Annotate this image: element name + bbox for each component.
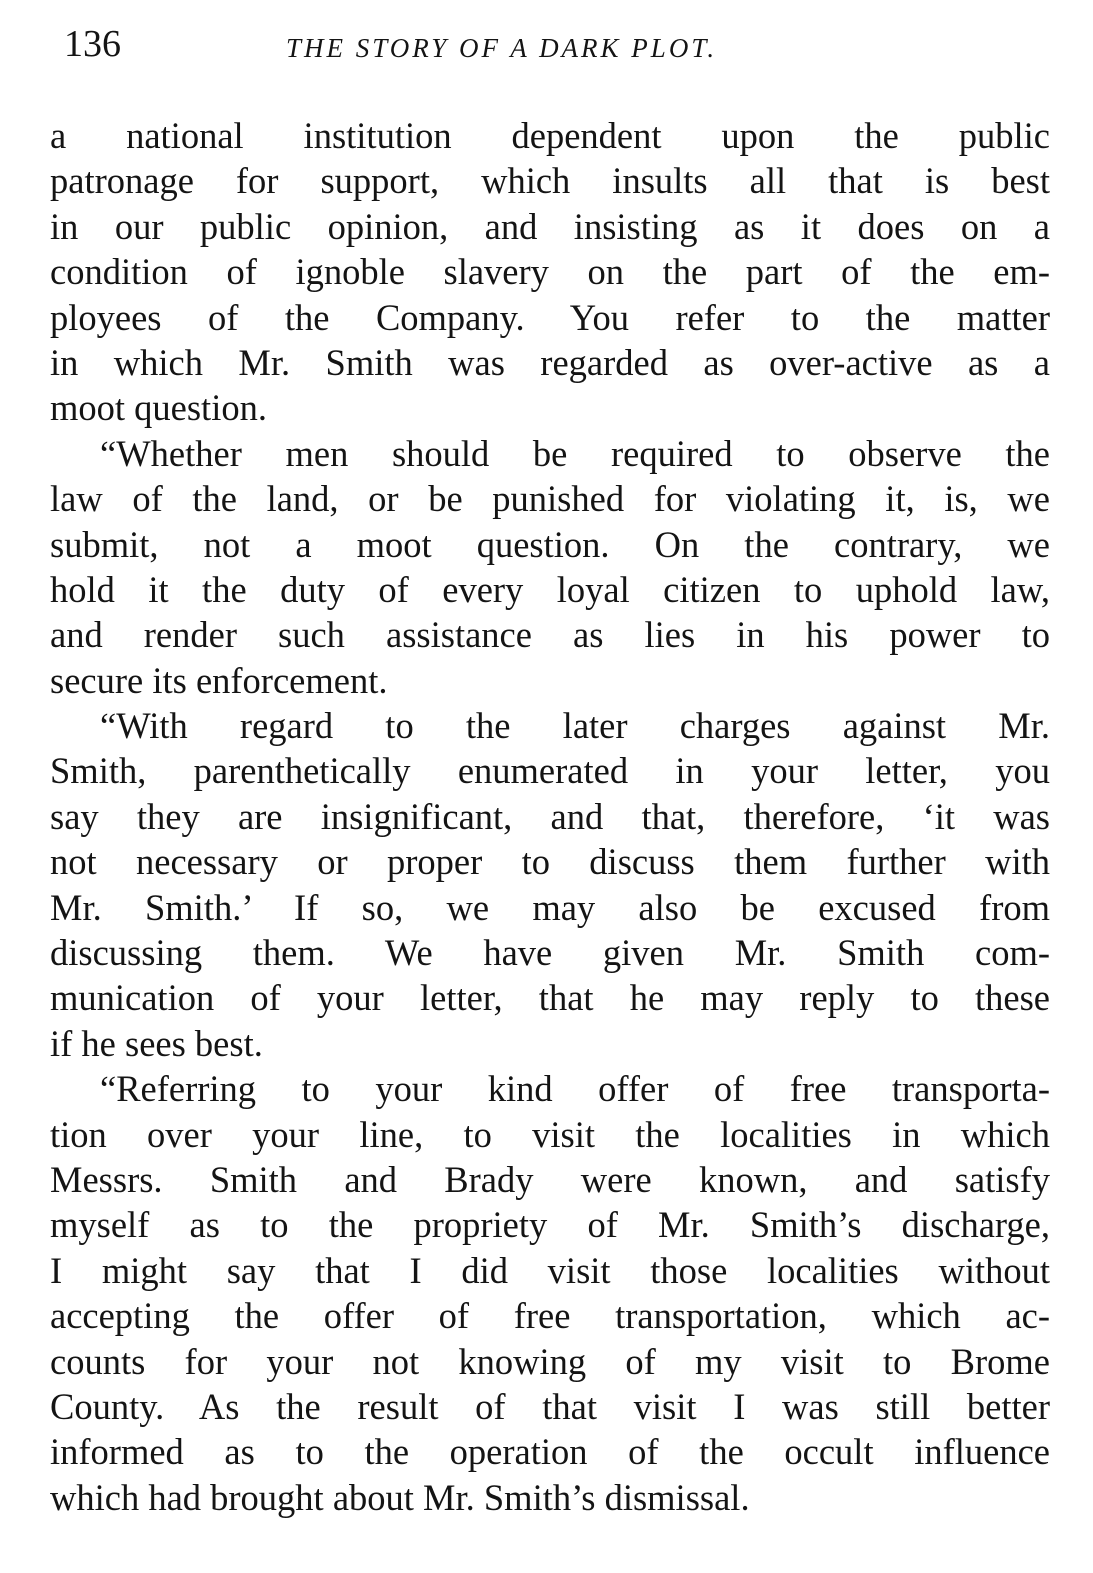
text-line: Messrs. Smith and Brady were known, and satisfy: [50, 1158, 1050, 1200]
text-line: say they are insignificant, and that, therefore, ‘it was: [50, 795, 1050, 837]
text-line: moot question.: [50, 387, 267, 429]
text-line: in which Mr. Smith was regarded as over-active as a: [50, 341, 1050, 383]
text-line: ployees of the Company. You refer to the matter: [50, 296, 1050, 338]
text-line: accepting the offer of free transportation, which ac-: [50, 1295, 1050, 1337]
text-line: informed as to the operation of the occult influence: [50, 1431, 1050, 1473]
text-line: if he sees best.: [50, 1022, 263, 1064]
text-line: in our public opinion, and insisting as it does on a: [50, 205, 1050, 247]
text-line: condition of ignoble slavery on the part of the em-: [50, 251, 1050, 293]
text-line: “Whether men should be required to observe the: [100, 432, 1050, 474]
text-line: County. As the result of that visit I was still better: [50, 1385, 1050, 1427]
paragraph: [50, 703, 1050, 1066]
paragraph: [50, 113, 1050, 431]
text-line: secure its enforcement.: [50, 659, 388, 701]
page-number: 136: [64, 23, 121, 65]
text-line: I might say that I did visit those localities without: [50, 1249, 1050, 1291]
text-line: munication of your letter, that he may reply to these: [50, 977, 1050, 1019]
text-line: hold it the duty of every loyal citizen to uphold law,: [50, 568, 1050, 610]
text-line: and render such assistance as lies in his power to: [50, 614, 1050, 656]
paragraph: [50, 1066, 1050, 1520]
text-line: Mr. Smith.’ If so, we may also be excused from: [50, 886, 1050, 928]
text-line: patronage for support, which insults all that is best: [50, 160, 1050, 202]
text-line: myself as to the propriety of Mr. Smith’s discharge,: [50, 1204, 1050, 1246]
text-line: tion over your line, to visit the localities in which: [50, 1113, 1050, 1155]
body-text: [50, 113, 1050, 1520]
paragraph: [50, 431, 1050, 703]
text-line: submit, not a moot question. On the contrary, we: [50, 523, 1050, 565]
text-line: a national institution dependent upon the public: [50, 115, 1050, 156]
text-line: “With regard to the later charges against Mr.: [100, 705, 1050, 747]
running-title: THE STORY OF A DARK PLOT.: [286, 33, 718, 63]
text-line: “Referring to your kind offer of free transporta-: [100, 1068, 1050, 1110]
text-line: Smith, parenthetically enumerated in your letter, you: [50, 750, 1050, 792]
running-head: [64, 22, 1044, 72]
text-line: which had brought about Mr. Smith’s dismissal.: [50, 1476, 750, 1518]
text-line: law of the land, or be punished for violating it, is, we: [50, 478, 1050, 520]
text-line: counts for your not knowing of my visit to Brome: [50, 1340, 1050, 1382]
text-line: discussing them. We have given Mr. Smith com-: [50, 932, 1050, 974]
text-line: not necessary or proper to discuss them further with: [50, 841, 1050, 883]
